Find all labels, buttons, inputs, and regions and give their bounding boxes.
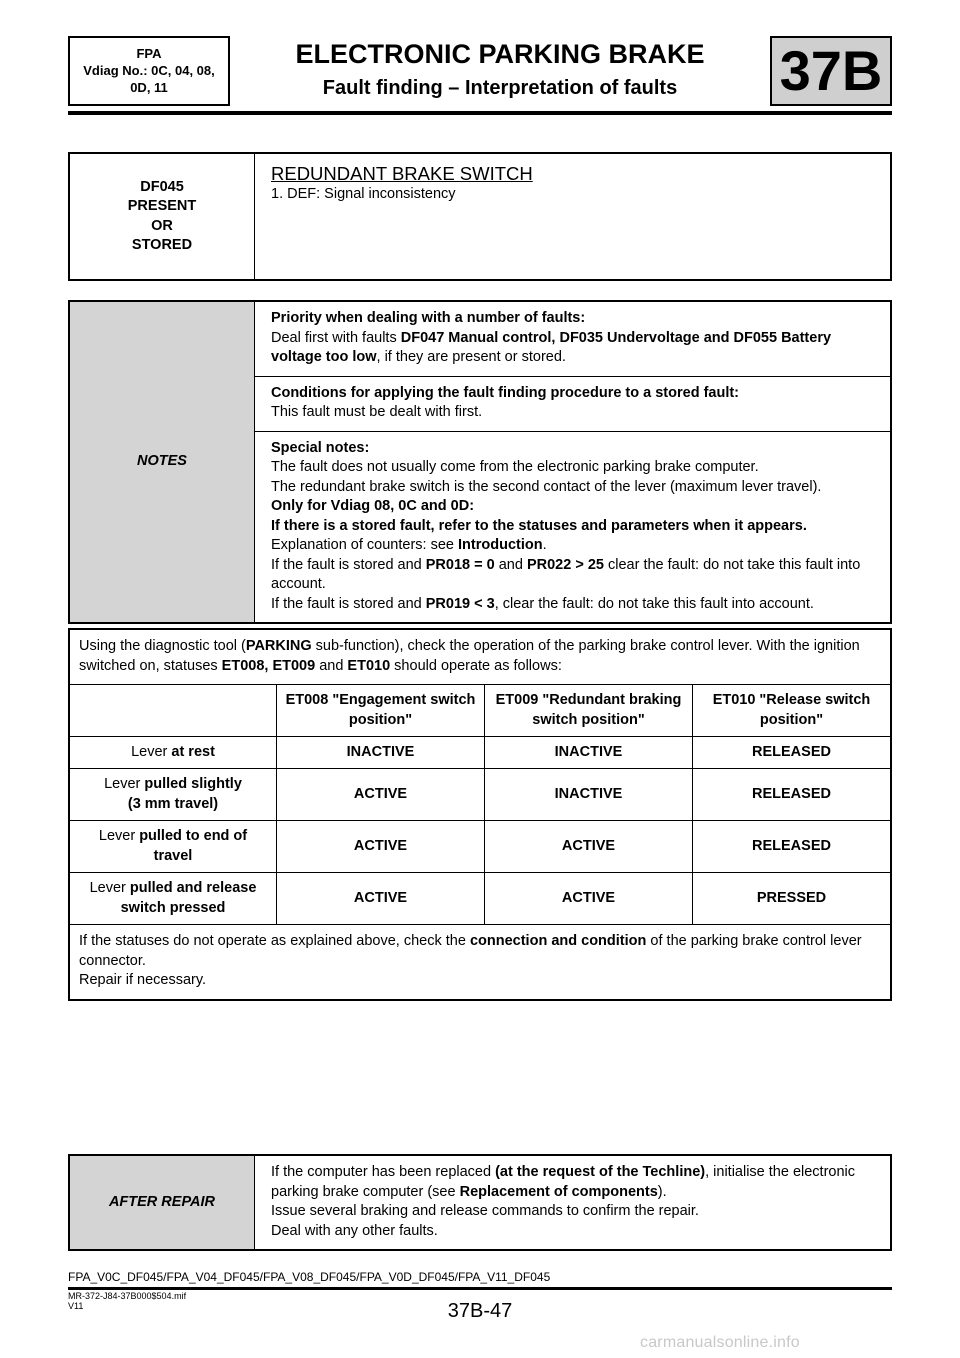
fault-table [68,152,892,281]
condition-text: pulled to end of travel [139,828,248,864]
row-condition [69,873,277,925]
et008-value: ACTIVE [277,769,485,821]
fault-state-stored: STORED [131,237,193,253]
rule1-post: clear the fault: do not take this fault into account. [271,556,861,592]
et009-value: ACTIVE [485,821,693,873]
outro-post: of the parking brake control lever connector. [79,933,862,969]
ar-l3: Deal with any other faults. [271,1222,438,1239]
rule1-mid: and [494,556,527,573]
ar-l1-pre: If the computer has been replaced [271,1164,496,1180]
vdiag-line-2: 0D, 11 [130,80,168,95]
lever-word: Lever [104,776,145,792]
intro-mid1: sub-function), check the operation of the parking brake control lever. With the ignition switched on, statuses [79,638,860,674]
notes-table [68,300,892,624]
fault-code-cell [69,153,255,280]
footer-codes [68,1291,186,1311]
condition-text: at rest [171,743,215,760]
after-repair-text [255,1155,892,1250]
vehicle-label: FPA [136,46,162,61]
notes-special [255,431,892,623]
section-code: 37B [770,36,892,106]
special-title: Special notes: [271,439,370,456]
diagnostic-table [68,628,892,1001]
et010-value: PRESSED [693,873,892,925]
priority-faults: DF047 Manual control, DF035 Undervoltage and DF055 Battery voltage too low [271,329,832,365]
diagnostic-intro [69,629,891,685]
ar-l1-bold2: Replacement of components [459,1183,658,1200]
rule1-pr018: PR018 = 0 [425,556,495,573]
lever-word: Lever [98,828,140,844]
watermark: carmanualsonline.info [640,1334,800,1351]
header-rule [68,111,892,115]
table-row [69,873,891,925]
outro-repair: Repair if necessary. [79,972,207,988]
page-subtitle: Fault finding – Interpretation of faults [322,77,678,99]
ar-l1-bold: (at the request of the Techline) [495,1164,706,1180]
intro-post: should operate as follows: [390,657,562,674]
intro-pre: Using the diagnostic tool ( [79,638,246,654]
et008-value: INACTIVE [277,737,485,769]
after-repair-label: AFTER REPAIR [69,1155,255,1250]
table-row [69,769,891,821]
special-bold-2: If there is a stored fault, refer to the statuses and parameters when it appears. [271,517,807,534]
status-header-blank [69,685,277,737]
column-header-et009: ET009 "Redundant braking switch position" [485,685,693,737]
et010-value: RELEASED [693,821,892,873]
et009-value: INACTIVE [485,769,693,821]
counters-link: Introduction [458,537,543,553]
condition-text: pulled slightly (3 mm travel) [127,776,242,812]
et009-value: INACTIVE [485,737,693,769]
counters-post: . [542,537,547,553]
priority-post: , if they are present or stored. [376,349,566,365]
notes-conditions [255,376,892,431]
rule2-post: , clear the fault: do not take this fault into account. [494,595,814,612]
diagnostic-outro [69,925,891,1000]
intro-et010: ET010 [347,657,391,674]
condition-text: pulled and release switch pressed [120,880,257,916]
column-header-et008: ET008 "Engagement switch position" [277,685,485,737]
after-repair-table [68,1154,892,1251]
vdiag-line-1: Vdiag No.: 0C, 04, 08, [83,63,215,78]
column-header-et010: ET010 "Release switch position" [693,685,892,737]
et009-value: ACTIVE [485,873,693,925]
vehicle-vdiag-box [68,36,230,106]
outro-pre: If the statuses do not operate as explained above, check the [79,933,470,949]
conditions-title: Conditions for applying the fault finding procedure to a stored fault: [271,384,740,401]
version: V11 [68,1301,84,1311]
table-row [69,737,891,769]
et008-value: ACTIVE [277,873,485,925]
et010-value: RELEASED [693,737,892,769]
table-row [69,821,891,873]
ar-l1-post: , initialise the electronic parking brake computer (see [271,1164,856,1200]
page-header [240,38,760,102]
counters-pre: Explanation of counters: see [271,537,459,553]
rule2-pr019: PR019 < 3 [425,595,495,612]
intro-mid2: and [315,657,348,674]
et008-value: ACTIVE [277,821,485,873]
intro-et008-et009: ET008, ET009 [221,657,316,674]
fault-title: REDUNDANT BRAKE SWITCH [271,163,533,184]
ar-l2: Issue several braking and release commands to confirm the repair. [271,1203,699,1219]
ar-l1-end: ). [657,1183,667,1200]
page-title: ELECTRONIC PARKING BRAKE [295,39,705,69]
intro-parking: PARKING [245,638,312,654]
fault-title-cell [255,153,892,280]
special-bold-1: Only for Vdiag 08, 0C and 0D: [271,498,475,514]
et010-value: RELEASED [693,769,892,821]
fault-def: 1. DEF: Signal inconsistency [271,186,456,202]
priority-pre: Deal first with faults [271,329,401,346]
notes-label: NOTES [69,301,255,623]
fault-state-present: PRESENT [127,198,197,214]
mr-code: MR-372-J84-37B000$504.mif [68,1291,187,1301]
rule1-pr022: PR022 > 25 [526,556,604,573]
row-condition [69,769,277,821]
fault-reference: FPA_V0C_DF045/FPA_V04_DF045/FPA_V08_DF045/FPA_V0D_DF045/FPA_V11_DF045 [68,1270,551,1284]
conditions-text: This fault must be dealt with first. [271,404,483,420]
rule2-pre: If the fault is stored and [271,595,426,612]
lever-word: Lever [131,743,172,760]
footer-rule [68,1287,892,1290]
row-condition [69,821,277,873]
page-number: 37B-47 [447,1300,513,1322]
row-condition [69,737,277,769]
outro-bold: connection and condition [469,933,647,949]
priority-title: Priority when dealing with a number of faults: [271,310,586,326]
fault-code: DF045 [140,178,184,195]
notes-priority [255,301,892,376]
rule1-pre: If the fault is stored and [271,556,426,573]
special-line-2: The redundant brake switch is the second contact of the lever (maximum lever travel). [271,478,822,495]
special-line-1: The fault does not usually come from the electronic parking brake computer. [271,459,759,475]
fault-state-or: OR [151,217,173,234]
lever-word: Lever [89,880,130,896]
